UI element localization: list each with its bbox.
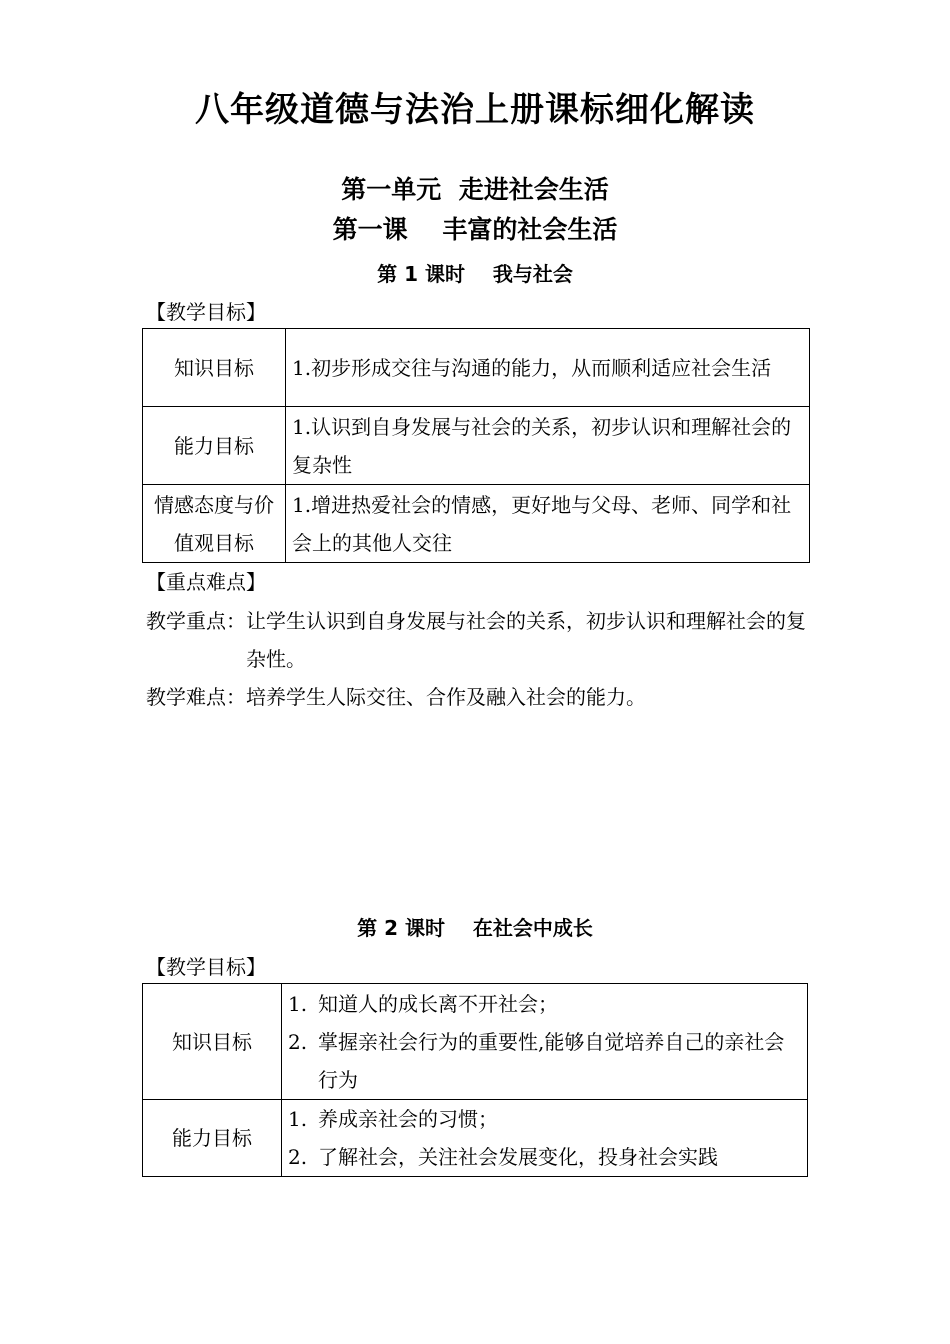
difficulty-text: 培养学生人际交往、合作及融入社会的能力。 (246, 685, 646, 709)
goal-content (282, 984, 808, 1100)
difficulty-paragraph (146, 678, 810, 716)
item-text: 养成亲社会的习惯； (318, 1107, 498, 1131)
goal-label: 知识目标 (143, 984, 282, 1100)
period-1-goals-heading: 【教学目标】 (146, 300, 266, 324)
goal-label: 能力目标 (143, 1100, 282, 1177)
document-title: 八年级道德与法治上册课标细化解读 (195, 90, 755, 130)
item-text: 知道人的成长离不开社会； (318, 991, 558, 1016)
goal-content: 1.认识到自身发展与社会的关系，初步认识和理解社会的复杂性 (286, 407, 810, 485)
goal-content: 1.初步形成交往与沟通的能力，从而顺利适应社会生活 (286, 329, 810, 407)
lesson-heading: 第一课 丰富的社会生活 (332, 215, 618, 244)
period-2-goals-table (142, 983, 808, 1177)
goal-content (282, 1100, 808, 1177)
goal-row-knowledge (143, 329, 810, 407)
period-1-key-heading: 【重点难点】 (146, 570, 266, 594)
unit-heading: 第一单元 走进社会生活 (341, 175, 609, 204)
goal-item (288, 1100, 803, 1138)
goal-item (288, 985, 803, 1023)
key-point-text: 让学生认识到自身发展与社会的关系，初步认识和理解社会的复杂性。 (246, 609, 806, 671)
goal-row-knowledge (143, 984, 808, 1100)
goal-item (288, 1023, 803, 1099)
goal-content: 1.增进热爱社会的情感，更好地与父母、老师、同学和社会上的其他人交往 (286, 485, 810, 563)
goal-label: 知识目标 (143, 329, 286, 407)
item-text: 掌握亲社会行为的重要性,能够自觉培养自己的亲社会行为 (318, 1029, 785, 1092)
goal-row-ability (143, 1100, 808, 1177)
period-1-goals-table (142, 328, 810, 563)
key-point-paragraph (146, 602, 810, 678)
goal-item (288, 1138, 803, 1176)
period-2-title: 第 2 课时 在社会中成长 (357, 916, 593, 940)
goal-label: 能力目标 (143, 407, 286, 485)
item-number: 2. (288, 1145, 308, 1169)
key-point-label: 教学重点： (146, 609, 246, 633)
goal-row-ability (143, 407, 810, 485)
goal-row-attitude (143, 485, 810, 563)
item-text: 了解社会，关注社会发展变化，投身社会实践 (318, 1145, 718, 1169)
goal-label: 情感态度与价值观目标 (143, 485, 286, 563)
difficulty-label: 教学难点： (146, 685, 246, 709)
item-number: 1. (288, 1107, 308, 1131)
period-2-goals-heading: 【教学目标】 (146, 955, 266, 979)
item-number: 2. (288, 1029, 308, 1054)
item-number: 1. (288, 991, 308, 1016)
period-1-title: 第 1 课时 我与社会 (377, 262, 573, 286)
